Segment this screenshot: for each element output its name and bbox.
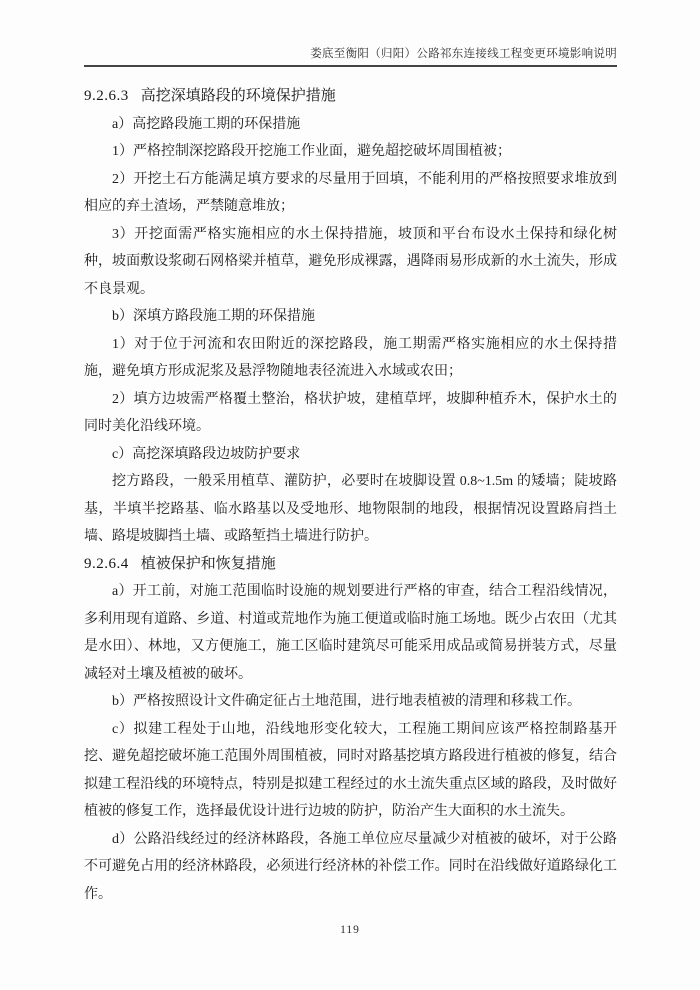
paragraph: 1）严格控制深挖路段开挖施工作业面，避免超挖破坏周围植被； (112, 144, 511, 159)
section-title: 植被保护和恢复措施 (140, 555, 276, 572)
paragraph: 2）开挖土石方能满足填方要求的尽量用于回填，不能利用的严格按照要求堆放到相应的弃土渣场，严禁随意堆放； (84, 171, 617, 214)
section-heading (84, 83, 617, 111)
paragraph: 3）开挖面需严格实施相应的水土保持措施，坡顶和平台布设水土保持和绿化树种，坡面敷设浆砌石网格梁并植草，避免形成裸露，遇降雨易形成新的水土流失，形成不良景观。 (84, 226, 617, 297)
paragraph: a）高挖路段施工期的环保措施 (112, 116, 301, 132)
section-9-2-6-4 (84, 551, 617, 909)
section-number: 9.2.6.3 (84, 88, 129, 104)
page-number: 119 (340, 924, 360, 936)
paragraph: a）开工前，对施工范围临时设施的规划要进行严格的审查，结合工程沿线情况，多利用现有道路、乡道、村道或荒地作为施工便道或临时施工场地。既少占农田（尤其是水田）、林地，又方便施工，施工区临时建筑尽可能采用成品或简易拼装方式，尽量减轻对土壤及植被的破坏。 (84, 584, 617, 682)
paragraph: b）严格按照设计文件确定征占土地范围，进行地表植被的清理和移栽工作。 (112, 694, 581, 709)
running-header-title: 娄底至衡阳（归阳）公路祁东连接线工程变更环境影响说明 (310, 48, 617, 60)
section-9-2-6-3 (84, 83, 617, 551)
paragraph: 2）填方边坡需严格覆土整治，格状护坡，建植草坪，坡脚种植乔木，保护水土的同时美化沿线环境。 (84, 391, 617, 434)
paragraph: b）深填方路段施工期的环保措施 (112, 309, 315, 324)
page-footer (0, 920, 700, 938)
page-header (0, 0, 700, 67)
section-title: 高挖深填路段的环境保护措施 (140, 88, 336, 104)
paragraph: c）高挖深填路段边坡防护要求 (112, 446, 301, 462)
paragraph: d）公路沿线经过的经济林路段，各施工单位应尽量减少对植被的破坏，对于公路不可避免占用的经济林路段，必须进行经济林的补偿工作。同时在沿线做好道路绿化工作。 (84, 831, 617, 902)
section-number: 9.2.6.4 (84, 555, 129, 572)
document-body (0, 67, 700, 908)
paragraph: 挖方路段，一般采用植草、灌防护，必要时在坡脚设置 0.8~1.5m 的矮墙；陡坡路基，半填半挖路基、临水路基以及受地形、地物限制的地段，根据情况设置路肩挡土墙、路堤坡脚挡土墙、或路堑挡土墙进行防护。 (84, 474, 617, 544)
paragraph: c）拟建工程处于山地，沿线地形变化较大，工程施工期间应该严格控制路基开挖、避免超挖破坏施工范围外周围植被，同时对路基挖填方路段进行植被的修复，结合拟建工程沿线的环境特点，特别是拟建工程经过的水土流失重点区域的路段，及时做好植被的修复工作，选择最优设计进行边坡的防护，防治产生大面积的水土流失。 (84, 721, 617, 819)
section-heading (84, 551, 617, 579)
paragraph: 1）对于位于河流和农田附近的深挖路段，施工期需严格实施相应的水土保持措施，避免填方形成泥浆及悬浮物随地表径流进入水域或农田； (84, 336, 617, 379)
